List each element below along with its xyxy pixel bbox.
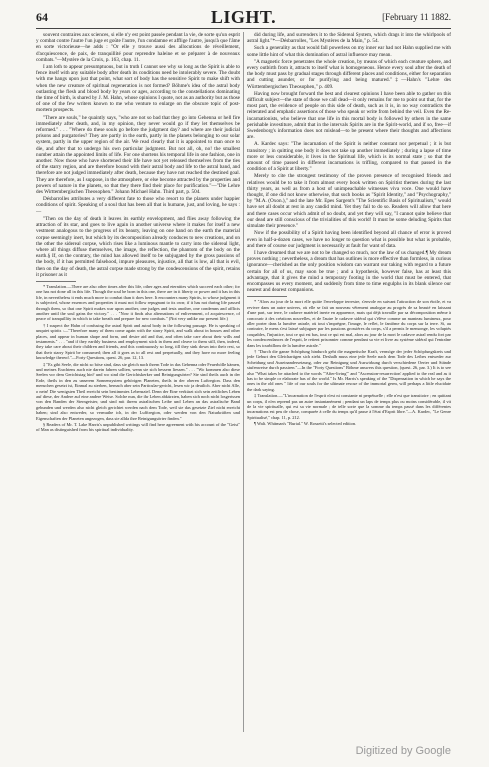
issue-date: [February 11 1882. [382,12,451,22]
header-rule [36,28,451,29]
left-footnote-2: † I suspect the Hahn of confusing the astral Spirit and astral body in the following passage. He is speaking of unquiet spirits :—"Therefore many of them come again with the starry Spirit, and walk about in houses and other places, and appear in human shape and form, and desire aid and that, and often take care about their wills and testaments." . . . "and if they earthly business and employment stick in them and cleave to them still, then, indeed, they take care about their children and friends, and this continuously so long, till they sink down into their rest, so that their starry Spirit be consumed; then all it goes as to all rest and perpetually, and they have no more feeling knowledge thereof."—Forty Questions, quest. 26, par. 12, 13. [36,322,240,361]
right-footnote-2: † "Durch die ganze Schöpfung hindurch geht die magnetische Kraft, vermöge der jeder Schöpfungskreis und jede Geburt den Gleichartigen sich zieht. Deshalb muss eine jede Seele nach dem Tode des Leibes entweder zur Scheidung und Auseinandersetzung, oder zur Reinigung und Auswirkung durch verschiedene Oerter und Stände stufenweise durch passiren."—In the "Forty Questions" Böhme answers this question, (quest. 26, par. 3.) It is to see also "What takes be attached to the words "'After-living'" and "Ascension-resurrection' applied to the real and as it has to be simple or elaborate has of the world." Is Mr. Harris's speaking of the "Dispensation in which he says the ones in the old ones " life of our souls for the ultimate rescue of the immortal germ, will perhaps a little elucidate the dark saying. [247,348,451,392]
right-footnote-4: ¶ Walt. Whitman's "Burial." W. Rossetti's selected edition. [254,421,357,427]
column-divider [243,32,244,732]
digitized-watermark: Digitized by Google [355,745,451,757]
right-paragraph-6: Merely to cite the strongest testimony of the proven presence of recognised friends and relatives would be to take it from almost every book written on Spiritist themes during the last thirty years, as well as from a host of unimpeachable witnesses viva voce. One would have thought, if one did not know otherwise, that such books as "Spirit Identity," and "Psychography," by "M.A. (Oxon.)," and the late Mr. Epes Sargent's "The Scientific Basis of Spiritualism," would have set all doubt at rest in any candid mind. Yet they fail to do so. Readers will allow that here and there cases occur which admit of no doubt, and yet they will say, "I cannot quite believe that our dead are still conscious of the trivialities of this world! It must be some deluding Spirits that simulate their presence." [247,173,451,230]
left-column [36,32,240,732]
left-paragraph-5: "Then on the day of death it leaves its earthly envelopment, and flies away following the attraction of its star, and goes to live again in another universe where it makes for itself a new vestment analogous to the progress of its beauty, leaving on one hand on the earth the material corpse seemingly inert, but which by its decomposition already conduces to new creations, and on the other the sidereal corpse, which rises like a luminous mantle to carry into the sidereal light, where all things diffuse themselves, the image, the reflection, the phantom of the body on the earth.§ If, on the contrary, the mind has allowed itself to be subjugated by the gross passions of the body, if it has permitted falsehood, impure pleasures, injustice, all that is low, all that is evil, then on the day of death, the astral corpse made strong by the condescensions of the spirit, retains it prisoner as it [36,215,240,278]
right-paragraph-8: I have dreamed that we are not to be changed so much, nor the law of us changed.¶ My dream proves nothing ; nevertheless, a dream that has outlines is more effective than formless, in curious ignorance—cherished as the only position wisdom can warrant our taking with regard to a future certain for all of us, may soon be true ; and a hypothesis, however false, has at least this advantage, that it gives the mind a temporary footing in the world that must be entered, that encompasses us every moment, and suddenly from time to time engulphs in its blank silence our nearest and dearest companions. [247,249,451,294]
left-footnote-1: * Translation.—There are also other times after this life, other ages and eternities which succeed each other; for one has not done all in this life. Though the soul be born in this one, there are in it liberty or power and it has in this life, in nevertheless it ends much more to combat than it does here. It encounters many Spirits, to whose judgment it is subjected, whose essences and properties it must not follow repugnant to its own; if it has not during life passed through them, so that one Spirit makes war upon another, one judges and tests another, one condemns and afflicts another until the soul gains the victory." . . . "Now it finds also alternations of enlivenment, of acquiescence, of peace of tranquillity in which to take breath and prepare for new combats." (Not very unlike our present life.) [36,283,240,322]
left-paragraph-1: souvent contraires aux sciences, si elle n'y est point passée pendant la vie, de sorte qu'un esprit y combat contre l'autre l'un juge et goûte l'autre, l'un condamne et afflige l'autre, jusqu'à que l'âme en sorte victorieuse—he adds : "Or elle y trouve aussi des allocutions de réveillement, d'acquiescence, de paix, de tranquillité pour reprendre haleine et se préparer à de nouveaux combats."—Mystère de la Croix, p. 163, chap. 11. [36,32,240,63]
left-paragraph-2: I am loth to appear presumptuous, but in truth I cannot see why so long as the Spirit is able to fence itself with any suitable body after death its conditions need be intolerably severe. The doubt with me hangs upon just that point, what sort of body has the sensitive Spirit to make shift with when the new creature of spiritual regeneration is not formed? Böhme's idea of the astral body outlasting the flesh and blood body by years or ages, according to the constellations dominating the time of birth, is shared by J. M. Hahn, whose opinions I quote, not as an authority but as those of one of the few writers known to me who venture to enlarge on the obscure topic of post-mortem prospects. [36,64,240,114]
right-paragraph-7: Now if the possibility of a Spirit having been identified beyond all chance of error is proved even in half-a-dozen cases, we have no longer to question what is possible but what is probable, and there of course our judgment is necessarily at fault for want of data. [247,230,451,249]
page-header [36,7,451,28]
right-column [247,32,451,742]
footnote-separator [247,296,287,297]
right-paragraph-4: Having now brought forward the best and clearest opinions I have been able to gather on this difficult subject—the state of those we call dead—it only remains for me to point out that, for the most part, the evidence of people on this side of death, such as it is, in no way contradicts the reiterated and emphatic assertions of those who speak or write from behind the veil. Even the Re-incarnationists, who believe that one life in this mortal body is followed by others in the same perishable investiture, admit that in the intervals Spirits are in the Spirit-world, and if so, free—if Swedenborg's information does not mislead—to be present where their thoughts and affections are. [247,90,451,141]
right-paragraph-5: A. Kardec says: "The incarnation of the Spirit is neither constant nor perpetual ; it is but transitory ; in quitting one body it does not take up another immediately ; during a lapse of time more or less considerable, it lives in the Spiritual life, which is its normal state ; so that the amount of time passed in different incarnations is trifling, compared to that passed in the condition of a Spirit at liberty." [247,141,451,173]
page-number: 64 [36,10,48,24]
right-paragraph-3: "A magnetic force penetrates the whole creation, by means of which each creature sphere, and every outbirth from it, attracts to itself what is homogeneous. Hence every soul after the death of the body must pass by gradual stages through different places and conditions, either for separation and cutting asunder, or for purifying and being matured."‡—Hahn's "Lehre des Württembergischen Theosophen," p. 409. [247,58,451,90]
left-footnote-3: ‡ "Es gibt Seele, die nicht so böse sind, dass sie gleich nach ihrem Tode in das Gehenna oder Feuerhölle kämen, und meines Erachtens auch nie darein fahren sollten, wenn sie sich bessern liessen." . . . "Wo kommen also diese Seelen vor dem Gerichtstag hin? und wo sind die Gerichtskerker und Reinigungsörter? Sie sind theils auch in der Erde, theils in den zu unserem Sonnensystem gehörigen Planeten, theils in der oberen Luftregion. Dass den menschen gesetzt ist, Einmal zu sterben, hernach aber sein Particular-gericht, lesen wir ja deutlich. Aber nicht Alle, o nein! Die wenigsten Theil erreicht sein bestimmtes Lebensziel. Denn der Eine verkürzt sich sein zeitliches Leben auf diese, der Andere auf eine andere Weise. Solche nun, die ihr Leben abkürzten, haben sich noch nicht losgerissen von den Banden der Sterngeister, und sind mit ihrem astralischen Leibe und Leben an das astralische Band gebunden und werden also nicht gleich gerichtet werden nach dem Tode, weil sie das gesetzte Ziel nicht erreicht haben; sind also entweder, so vermuthe ich, in der Lufftregion, oder werden von den Naturkräften und Eigenschaften der Planeten angezogen, dass sie allda ihre Reinigungsörter finden." [36,361,240,421]
left-paragraph-4: Désbarrolles attributes a very different fate to those who resort to the planets under happier conditions of spirit. Speaking of a soul that has been all that is humane, just, and loving, he says :— [36,196,240,215]
footnote-separator [36,281,76,282]
left-footnote-4: § Readers of Mr. T. Lake Harris's unpublished writings will find here agreement with his account of the "Geist" of Man as distinguished from his spiritual individuality. [36,422,240,433]
right-footnote-3: ‡ Translation.—"L'incarnation de l'esprit n'est ni constante ni perpétuelle ; elle n'est que transitoire ; en quittant un corps, il n'en reprend pas un autre instantanément ; pendant un laps de temps plus ou moins considérable, il vit de la vie spiritualle, qui est sa vie normale ; de telle sorte que la somme du temps passé dans les différentes incarnations est peu de chose, comparée à celle du temps qu'il passe à l'état d'Esprit libre."—A. Kardec, "Le Genre Spiritualisé," chap. 11, p. 212. [247,393,451,420]
masthead-title: LIGHT. [210,7,277,27]
right-paragraph-2: Such a generality as that would fall powerless on my inner ear had not Hahn supplied me with some little hint of what this domination of astral influence may mean. [247,45,451,58]
left-paragraph-3: "There are souls," he quaintly says, "who are not so bad that they go into Gehenna or hell fire immediately after death, and, in my opinion, they never would go if they let themselves be reformed." . . . "Where do these souls go before the judgment day? and where are their judicial prisons and purgatories? They are partly in the earth, partly in the planets belonging to our solar system, partly in the upper region of the air. We read clearly that it is appointed to man once to die, and after that to undergo his own particular judgment. But not all, oh, no! the smallest number attain the appointed limits of life. For one shortens his temporal life in one fashion, one in another. Now those who have shortened their life have not yet released themselves from the ties of the starry region, and are therefore bound with their astral body and life to the astral band, and therefore are not judged immediately after death, because they have not reached the destined goal. They are therefore, as I suppose, in the atmosphere, or else become attracted by the properties and powers of nature in the planets, so that they there find their place for purification."—"Die Lehre des Wirttembergischen Theosophen." Johann Michael Hahn. Third part, p. 504. [36,114,240,196]
right-paragraph-1: did during life, and surrenders it to the Sidereal System, which drags it into the whirlpools of astral light."*—Désbarrolles, "Les Mystères de la Main," p. 54. [247,32,451,45]
right-footnote-1: * "Alors au jour de la mort elle quitte l'enveloppe terrestre, s'envole en suivant l'attraction de son étoile, et va revivre dans un autre univers, où elle se fait un nouveau vêtement analogue au progrès de sa beauté en laissant d'une part, sur terre, le cadavre matériel inerte en apparence, mais qui déjà travaille par sa décomposition même à concourir à des créations nouvelles, et de l'autre le cadavre sidéral qui s'élève comme un manteau lumineux, pour aller porter dans la lumière astrale, où tout s'imprègne, l'image, le reflet, le fantôme du corps sur la terre. Si, au contraire, le mens s'est laissé subjuguer par les passions grossières du corps, s'il a permis le mensonge, les voluptés coupables, l'injustice, tout ce qui est bas, tout ce qui est mal, alors au jour de la mort le cadavre astral rendu fort par les condescendances de l'esprit, le retient prisonnier comme pendant sa vie et livre au système sidéral qui l'entraîne dans les tourbillons de la lumière astrale." [247,299,451,348]
